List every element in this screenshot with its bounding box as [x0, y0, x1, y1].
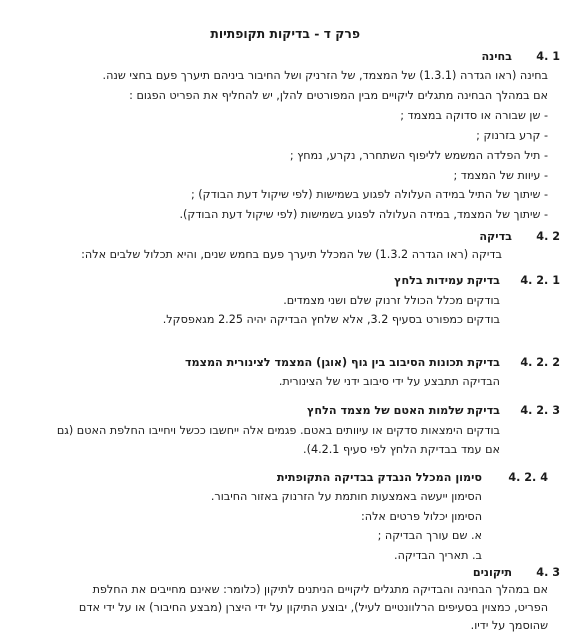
- paragraph: בודקים הימצאות סדקים או עיוותים באטם. פגמים אלה ייחשבו ככשל ויחייבו החלפת האטם (גם: [56, 424, 500, 437]
- paragraph: אם במהלך הבחינה והבדיקה מתגלים ליקויים הניתנים לתיקון (כלומר: שאינם מחייבים את החלפת: [92, 583, 548, 596]
- paragraph: בחינה (ראו הגדרה (1.3.1) של המצמד, של הזרניק ושל החיבור ביניהם תיערך פעם בחצי שנה.: [102, 69, 548, 82]
- list-item: - עיוות של המצמד ;: [453, 169, 548, 182]
- chapter-title: פרק ד - בדיקות תקופתיות: [210, 26, 360, 41]
- paragraph: שהוסמך על ידיו.: [470, 619, 548, 632]
- section-number: 4. 2. 2: [520, 356, 560, 369]
- list-item: - שיתוך של התיל במידה העלולה לפגוע בשמישות (לפי שיקול דעת הבודק) ;: [190, 188, 548, 201]
- section-heading: תיקונים: [472, 566, 512, 579]
- list-item: - שן שבורה או סדוקה במצמד ;: [400, 109, 548, 122]
- paragraph: אם במהלך הבחינה מתגלים ליקויים מבין המפורטים להלן, יש להחליף את הפריט הפגום :: [129, 89, 548, 102]
- list-item: ב. תאריך הבדיקה.: [394, 549, 482, 562]
- paragraph: בודקים כמפורט בסעיף 3.2, אלא שלחץ הבדיקה יהיה 2.25 מגאפסקל.: [162, 313, 500, 326]
- list-item: - קרע בזרנוק ;: [476, 129, 548, 142]
- section-heading: בדיקת שלמות האטם של מצמד הלחץ: [307, 404, 500, 417]
- section-heading: בדיקת עמידות בלחץ: [394, 274, 500, 287]
- section-number: 4. 2: [536, 230, 560, 243]
- section-heading: בדיקה: [479, 230, 512, 243]
- list-item: - תיל הפלדה המשמש לליפוף השתחרר, נקרע, נמחץ ;: [289, 149, 548, 162]
- section-number: 4. 2. 3: [520, 404, 560, 417]
- paragraph: בודקים מכלל הכולל זרנוק שלם ושני מצמדים.: [283, 294, 500, 307]
- paragraph: בדיקה (ראו הגדרה 1.3.2) של המכלל תיערך פעם בחמש שנים, והיא תכלול שלבים אלה:: [81, 248, 502, 261]
- paragraph: הפריט, כמצוין בסעיפים הרלוונטיים לעיל), יבוצע התיקון על ידי היצרן (מבצע החיבור) או על ידי אדם: [78, 601, 548, 614]
- section-number: 4. 3: [536, 566, 560, 579]
- section-heading: סימון המכלל הנבדק בבדיקה התקופתית: [276, 471, 482, 484]
- section-number: 4. 2. 1: [520, 274, 560, 287]
- list-item: א. שם עורך הבדיקה ;: [377, 529, 482, 542]
- list-item: - שיתוך של המצמד, במידה העלולה לפגוע בשמישות (לפי שיקול דעת הבודק).: [179, 208, 548, 221]
- paragraph: הסימון ייעשה באמצעות חותמת על הזרנוק באזור החיבור.: [210, 490, 482, 503]
- paragraph: הבדיקה תתבצע על ידי סיבוב ידני של הצינורית.: [278, 375, 500, 388]
- section-heading: בדיקת תכונות הסיבוב בין גוף (אוגן) המצמד לצינורית המצמד: [184, 356, 500, 369]
- section-number: 4. 1: [536, 50, 560, 63]
- paragraph: הסימון יכלול פרטים אלה:: [360, 510, 482, 523]
- section-heading: בחינה: [481, 50, 512, 63]
- section-number: 4. 2. 4: [508, 471, 548, 484]
- paragraph: אם עמד בבדיקת הלחץ לפי סעיף 4.2.1).: [303, 443, 500, 456]
